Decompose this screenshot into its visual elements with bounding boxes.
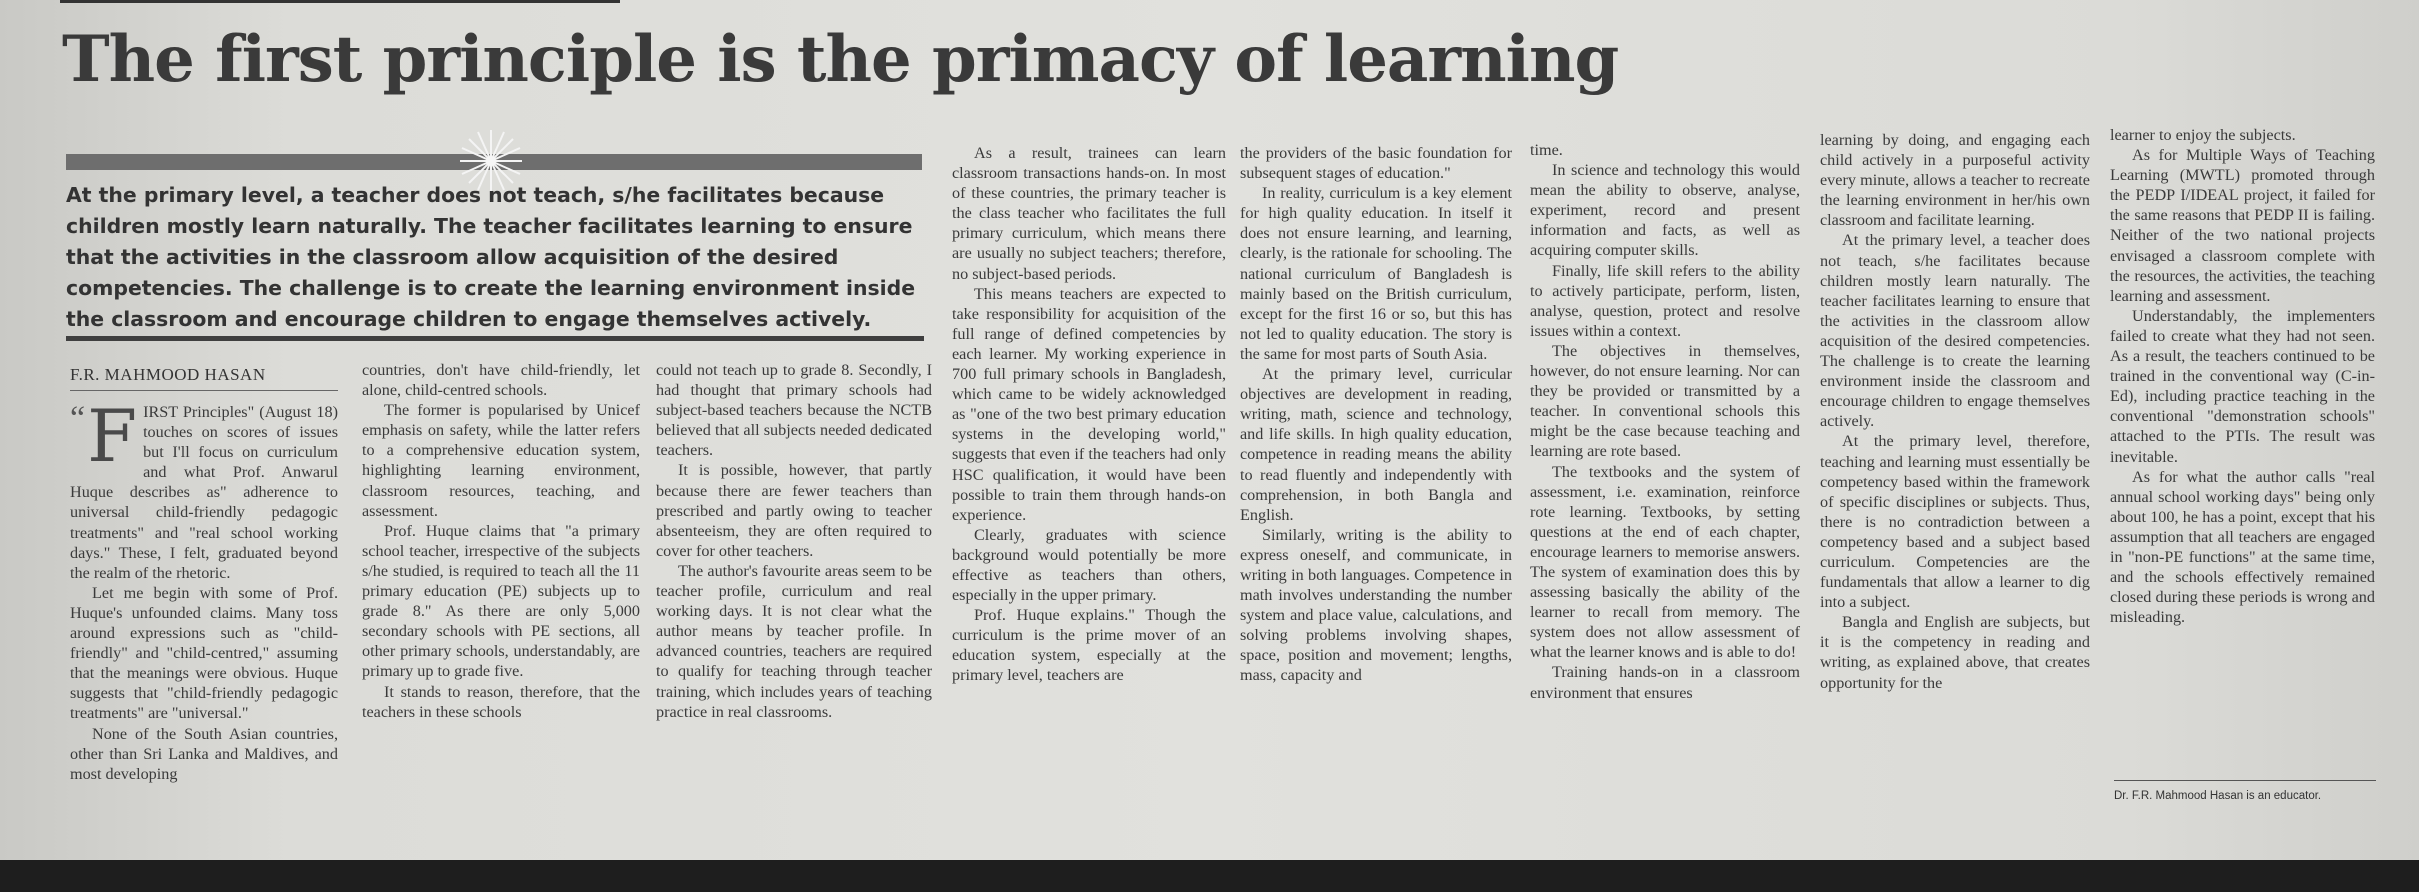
- column-2: [362, 360, 640, 722]
- paragraph: Bangla and English are subjects, but it is the competency in reading and writing, as explained above, that creates opportunity for the: [1820, 613, 2090, 692]
- column-6: [1530, 140, 1800, 703]
- paragraph: The author's favourite areas seem to be teacher profile, curriculum and real working days. It is not clear what the author means by teacher profile. In advanced countries, teachers are required to qualify for teaching through teacher training, which includes years of teaching practice in real classrooms.: [656, 561, 932, 721]
- page-edge-shadow: [0, 860, 2419, 892]
- paragraph: At the primary level, curricular objectives are development in reading, writing, math, science and technology, and life skills. In high quality education, competence in reading means the ability to read fluently and independently with comprehension, in both Bangla and English.: [1240, 365, 1512, 524]
- credit-rule: [2114, 780, 2376, 781]
- paragraph: time.: [1530, 141, 1563, 159]
- paragraph: Understandably, the implementers failed to create what they had not seen. As a result, the teachers continued to be trained in the conventional way (C-in-Ed), including practice teaching in the conventional "demonstration schools" attached to the PTIs. The result was inevitable.: [2110, 306, 2375, 466]
- column-3: [656, 360, 932, 722]
- paragraph: learner to enjoy the subjects.: [2110, 126, 2296, 144]
- paragraph: Prof. Huque claims that "a primary school teacher, irrespective of the subjects s/he studied, is required to teach all the 11 primary education (PE) subjects up to grade 8." As there are only 5,000 secondary schools with PE sections, all other primary schools, understandably, are primary up to grade five.: [362, 521, 640, 681]
- paragraph: Clearly, graduates with science background would potentially be more effective as teachers than others, especially in the upper primary.: [952, 525, 1226, 605]
- paragraph: Let me begin with some of Prof. Huque's unfounded claims. Many toss around expressions such as "child-friendly" and "child-centred," assuming that the meanings were obvious. Huque suggests that "child-friendly pedagogic treatments" are "universal.": [70, 583, 338, 723]
- paragraph: It stands to reason, therefore, that the teachers in these schools: [362, 682, 640, 721]
- paragraph: As a result, trainees can learn classroom transactions hands-on. In most of these countries, the primary teacher is the class teacher who facilitates the full primary curriculum, which means there are usually no subject teachers; therefore, no subject-based periods.: [952, 144, 1226, 283]
- pull-quote: At the primary level, a teacher does not teach, s/he facilitates because children mostly learn naturally. The teacher facilitates learning to ensure that the activities in the classroom allow acquisition of the desired competencies. The challenge is to create the learning environment inside the classroom and encourage children to engage themselves actively.: [66, 183, 916, 331]
- column-1: [70, 394, 338, 784]
- headline: The first principle is the primacy of learning: [62, 22, 1619, 97]
- paragraph: It is possible, however, that partly because there are fewer teachers than prescribed and partly owing to teacher absenteeism, they are often required to cover for other teachers.: [656, 461, 932, 560]
- column-8: [2110, 125, 2375, 627]
- column-4: [952, 143, 1226, 686]
- paragraph: could not teach up to grade 8. Secondly, I had thought that primary schools had subject-based teachers because the NCTB believed that all subjects needed dedicated teachers.: [656, 361, 932, 460]
- paragraph: As for what the author calls "real annual school working days" being only about 100, he has a point, except that his assumption that all teachers are engaged in "non-PE functions" at the same time, and the schools effectively remained closed during these periods is wrong and misleading.: [2110, 467, 2375, 627]
- drop-cap: F: [87, 394, 138, 478]
- paragraph: As for Multiple Ways of Teaching Learning (MWTL) promoted through the PEDP I/IDEAL project, it failed for the same reasons that PEDP II is failing. Neither of the two national projects envisaged a classroom complete with the resources, the activities, the teaching learning and assessment.: [2110, 146, 2375, 305]
- paragraph: Similarly, writing is the ability to express oneself, and communicate, in writing in both languages. Competence in math involves understanding the number system and place value, calculations, and solving problems involving shapes, space, position and movement; lengths, mass, capacity and: [1240, 525, 1512, 685]
- paragraph: Finally, life skill refers to the ability to actively participate, perform, listen, analyse, question, protect and resolve issues within a context.: [1530, 261, 1800, 340]
- column-7: [1820, 130, 2090, 693]
- paragraph: The objectives in themselves, however, do not ensure learning. Nor can they be provided or transmitted by a teacher. In conventional schools this might be the case because teaching and learning are rote based.: [1530, 341, 1800, 461]
- paragraph: “ F IRST Principles" (August 18) touches on scores of issues but I'll focus on curriculum and what Prof. Anwarul Huque describes as" adherence to universal child-friendly pedagogic treatments" and "real school working days." These, I felt, graduated beyond the realm of the rhetoric.: [70, 394, 338, 582]
- paragraph: countries, don't have child-friendly, let alone, child-centred schools.: [362, 361, 640, 400]
- author-credit: Dr. F.R. Mahmood Hasan is an educator.: [2114, 790, 2322, 802]
- paragraph: Prof. Huque explains." Though the curriculum is the prime mover of an education system, especially at the primary level, teachers are: [952, 606, 1226, 685]
- top-rule: [60, 0, 620, 3]
- paragraph: At the primary level, therefore, teaching and learning must essentially be competency based within the framework of specific disciplines or subjects. Thus, there is no contradiction between a competency based and a subject based curriculum. Competencies are the fundamentals that allow a learner to dig into a subject.: [1820, 432, 2090, 612]
- paragraph: the providers of the basic foundation for subsequent stages of education.": [1240, 144, 1512, 183]
- paragraph: This means teachers are expected to take responsibility for acquisition of the full range of defined competencies by each learner. My working experience in 700 full primary schools in Bangladesh, which came to be widely acknowledged as "one of the two best primary education systems in the developing world," suggests that even if the teachers had only HSC qualification, it would have been possible to train them through hands-on experience.: [952, 284, 1226, 524]
- byline: F.R. MAHMOOD HASAN: [70, 365, 266, 384]
- paragraph: learning by doing, and engaging each child actively in a purposeful activity every minute, allows a teacher to recreate the learning environment in her/his own classroom and facilitate learning.: [1820, 131, 2090, 230]
- paragraph: In science and technology this would mean the ability to observe, analyse, experiment, record and present information and facts, as well as acquiring computer skills.: [1530, 161, 1800, 260]
- column-5: [1240, 143, 1512, 686]
- byline-rule: [70, 390, 338, 391]
- paragraph: In reality, curriculum is a key element for high quality education. In itself it does not ensure learning, and learning, clearly, is the rationale for schooling. The national curriculum of Bangladesh is mainly based on the British curriculum, except for the first 16 or so, but this has not led to quality education. The story is the same for most parts of South Asia.: [1240, 184, 1512, 363]
- paragraph: Training hands-on in a classroom environment that ensures: [1530, 663, 1800, 702]
- paragraph: None of the South Asian countries, other than Sri Lanka and Maldives, and most developing: [70, 724, 338, 783]
- opening-quote-mark: “: [70, 400, 86, 437]
- paragraph: At the primary level, a teacher does not teach, s/he facilitates because children mostly learn naturally. The teacher facilitates learning to ensure that the activities in the classroom allow acquisition of the desired competencies. The challenge is to create the learning environment inside the classroom and encourage children to engage themselves actively.: [1820, 231, 2090, 431]
- pull-quote-rule: [66, 336, 924, 341]
- paragraph: The former is popularised by Unicef emphasis on safety, while the latter refers to a comprehensive education system, highlighting learning environment, classroom resources, teaching, and assessment.: [362, 401, 640, 520]
- paragraph: The textbooks and the system of assessment, i.e. examination, reinforce rote learning. Textbooks, by setting questions at the end of each chapter, encourage learners to memorise answers. The system of examination does this by assessing basically the ability of the learner to recall from memory. The system does not allow assessment of what the learner knows and is able to do!: [1530, 462, 1800, 662]
